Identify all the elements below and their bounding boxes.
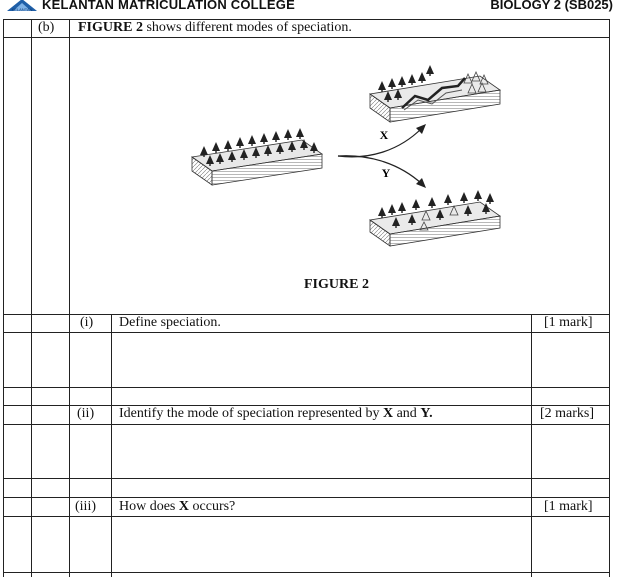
divided-habitat-block xyxy=(370,65,500,122)
table-rule xyxy=(3,387,610,388)
question-text-bold: X xyxy=(178,499,190,514)
arrow-y-label: Y xyxy=(381,166,391,180)
table-col-line xyxy=(609,19,610,577)
college-name: KELANTAN MATRICULATION COLLEGE xyxy=(42,0,295,12)
answer-area-ii[interactable] xyxy=(112,425,531,478)
part-intro xyxy=(78,20,352,36)
question-text: Define speciation. xyxy=(119,315,221,330)
table-rule xyxy=(3,478,610,479)
answer-area-iii[interactable] xyxy=(112,517,531,572)
figure-caption: FIGURE 2 xyxy=(304,277,369,292)
mixed-habitat-block xyxy=(370,190,500,246)
figure-reference: FIGURE 2 xyxy=(78,20,143,35)
table-col-line xyxy=(3,19,4,577)
question-number: (ii) xyxy=(77,406,95,421)
table-col-line xyxy=(531,314,532,577)
college-logo xyxy=(5,0,39,12)
part-intro-text: shows different modes of speciation. xyxy=(142,20,352,35)
table-border-bottom xyxy=(3,572,610,573)
speciation-figure xyxy=(70,38,608,314)
table-rule xyxy=(3,497,610,498)
question-text-part: How does xyxy=(119,499,179,514)
part-label: (b) xyxy=(38,20,55,35)
page-header xyxy=(0,0,623,12)
subject-code: BIOLOGY 2 (SB025) xyxy=(490,0,613,12)
question-text xyxy=(119,406,433,422)
table-rule xyxy=(3,314,610,315)
question-marks: [1 mark] xyxy=(544,499,593,514)
question-number: (i) xyxy=(80,315,94,330)
answer-area-i[interactable] xyxy=(112,333,531,387)
question-text-part: and xyxy=(393,406,421,421)
logo-text: KELANTAN xyxy=(11,7,33,12)
table-col-line xyxy=(31,19,32,577)
arrow-x-label: X xyxy=(379,128,389,142)
question-text-part: Identify the mode of speciation represented by xyxy=(119,406,383,421)
question-text-bold: X xyxy=(382,406,394,421)
question-marks: [1 mark] xyxy=(544,315,593,330)
original-habitat-block xyxy=(192,128,322,185)
question-text-part: occurs? xyxy=(189,499,236,514)
question-text-bold: Y. xyxy=(420,406,433,421)
question-marks: [2 marks] xyxy=(540,406,595,421)
question-number: (iii) xyxy=(75,499,96,514)
question-text xyxy=(119,499,235,515)
